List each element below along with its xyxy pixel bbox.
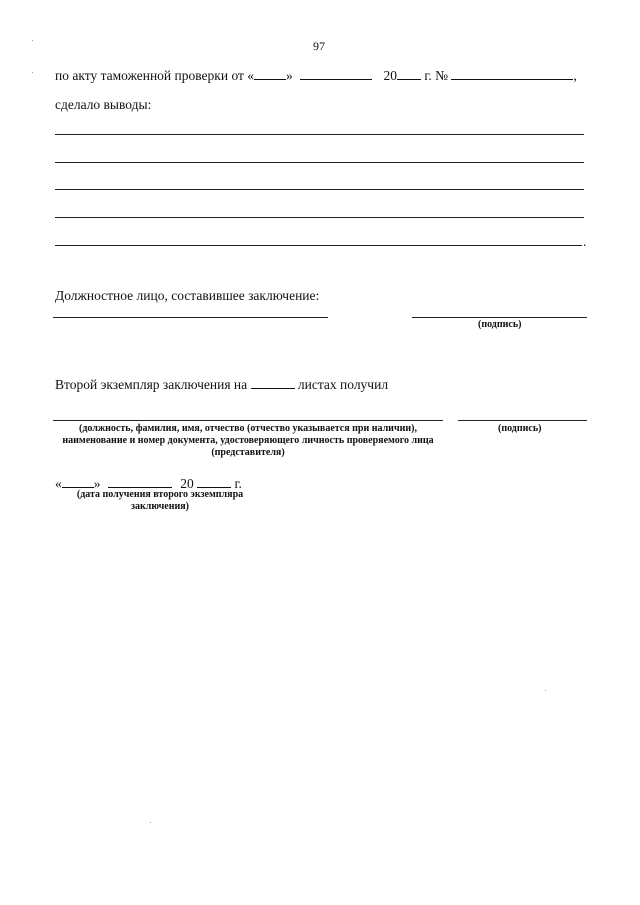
conclusion-line-3 [55, 189, 584, 190]
act-year-suffix: г. № [424, 68, 449, 83]
act-quote-close: » [286, 68, 293, 83]
date-caption-line-2: заключения) [131, 501, 189, 512]
scan-speck [150, 822, 151, 823]
conclusion-line-1 [55, 134, 584, 135]
date-month-blank [108, 476, 172, 488]
sheets-count-blank [251, 377, 295, 389]
signature-caption-1: (подпись) [478, 319, 522, 330]
official-signature-line [412, 317, 587, 318]
official-name-line [53, 317, 328, 318]
conclusion-line-4 [55, 217, 584, 218]
signature-caption-2: (подпись) [498, 423, 542, 434]
act-number-blank [451, 68, 573, 80]
conclusions-label: сделало выводы: [55, 97, 152, 112]
scan-speck [32, 40, 33, 41]
date-open: « [55, 476, 62, 491]
page-number: 97 [313, 39, 325, 53]
second-copy-prefix: Второй экземпляр заключения на [55, 377, 248, 392]
person-caption-line-3: (представителя) [211, 447, 285, 458]
conclusion-end-mark: . [583, 234, 587, 249]
act-day-blank [254, 68, 286, 80]
conclusion-line-5 [55, 245, 582, 246]
date-year-prefix: 20 [180, 476, 194, 491]
act-year-blank [397, 68, 421, 80]
date-year-suffix: г. [234, 476, 242, 491]
act-month-blank [300, 68, 372, 80]
person-caption-line-2: наименование и номер документа, удостоверяющего личность проверяемого лица [62, 435, 434, 446]
act-reference-line [55, 68, 577, 83]
recipient-signature-line [458, 420, 587, 421]
act-trailing-comma: , [573, 68, 577, 83]
act-year-prefix: 20 [383, 68, 398, 83]
second-copy-suffix: листах получил [297, 377, 389, 392]
scan-speck [545, 690, 546, 691]
act-prefix: по акту таможенной проверки от « [55, 68, 255, 83]
person-caption-line-1: (должность, фамилия, имя, отчество (отчество указывается при наличии), [79, 423, 417, 434]
scan-speck [32, 72, 33, 73]
date-year-blank [197, 476, 231, 488]
official-label: Должностное лицо, составившее заключение: [55, 288, 320, 303]
date-day-blank [62, 476, 94, 488]
second-copy-line [55, 377, 388, 392]
conclusion-line-2 [55, 162, 584, 163]
recipient-line [53, 420, 443, 421]
date-close: » [93, 476, 101, 491]
date-caption-line-1: (дата получения второго экземпляра [76, 489, 244, 500]
